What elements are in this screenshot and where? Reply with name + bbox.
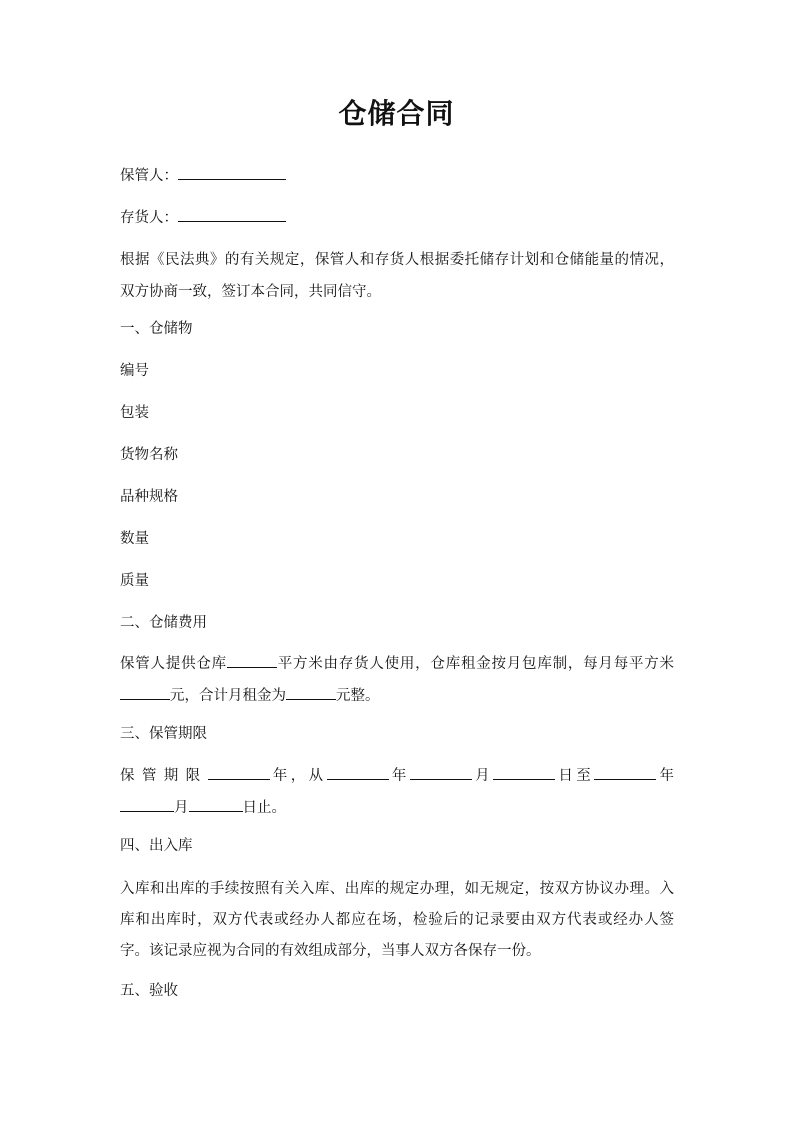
section-5-heading: 五、验收: [120, 983, 178, 999]
section-3-heading: 三、保管期限: [120, 726, 207, 742]
end-month-blank: [120, 794, 174, 812]
depositor-line: [120, 202, 674, 234]
section-3-line-2: [120, 792, 674, 824]
end-year-blank: [594, 762, 656, 780]
depositor-label: 存货人：: [120, 210, 178, 226]
section-3-text: 月: [174, 800, 189, 816]
item-quality: 质量: [120, 573, 149, 589]
document-title: 仓储合同: [338, 97, 455, 130]
section-3-text: 月: [471, 768, 493, 784]
custodian-line: [120, 160, 674, 192]
item-goods-name: 货物名称: [120, 447, 178, 463]
custodian-label: 保管人：: [120, 168, 178, 184]
item-variety-spec: 品种规格: [120, 489, 178, 505]
end-day-blank: [189, 794, 243, 812]
section-3-text: 日至: [555, 768, 595, 784]
section-2-heading: 二、仓储费用: [120, 615, 207, 631]
depositor-blank: [178, 204, 286, 222]
section-3-text: 年: [656, 768, 674, 784]
section-4-line-1: 入库和出库的手续按照有关入库、出库的规定办理，如无规定，按双方协议办理。入: [120, 881, 674, 897]
section-4-heading: 四、出入库: [120, 838, 193, 854]
section-3-text: 日止。: [242, 800, 286, 816]
section-2-text: 元，合计月租金为: [170, 688, 286, 704]
section-2-text: 保管人提供仓库: [120, 656, 227, 672]
section-2-text: 平方米由存货人使用，仓库租金按月包库制，每月每平方米: [276, 656, 675, 672]
term-years-blank: [208, 762, 270, 780]
intro-line-2: 双方协商一致，签订本合同，共同信守。: [120, 284, 381, 300]
section-3-line-1: [120, 760, 674, 792]
section-2-line-1: [120, 648, 674, 680]
monthly-rent-blank: [286, 682, 336, 700]
item-serial-number: 编号: [120, 363, 149, 379]
start-month-blank: [410, 762, 472, 780]
area-blank: [227, 650, 277, 668]
unit-price-blank: [120, 682, 170, 700]
section-3-text: 保管期限: [120, 768, 208, 784]
section-3-text: 年: [388, 768, 410, 784]
section-4-line-2: 库和出库时，双方代表或经办人都应在场，检验后的记录要由双方代表或经办人签: [120, 912, 674, 928]
start-day-blank: [493, 762, 555, 780]
section-2-line-2: [120, 680, 674, 712]
section-3-text: 年，从: [269, 768, 327, 784]
intro-line-1: 根据《民法典》的有关规定，保管人和存货人根据委托储存计划和仓储能量的情况，: [120, 252, 674, 268]
item-quantity: 数量: [120, 531, 149, 547]
section-4-line-3: 字。该记录应视为合同的有效组成部分，当事人双方各保存一份。: [120, 943, 541, 959]
custodian-blank: [178, 162, 286, 180]
section-2-text: 元整。: [336, 688, 380, 704]
item-packaging: 包装: [120, 405, 149, 421]
start-year-blank: [327, 762, 389, 780]
section-1-heading: 一、仓储物: [120, 321, 193, 337]
